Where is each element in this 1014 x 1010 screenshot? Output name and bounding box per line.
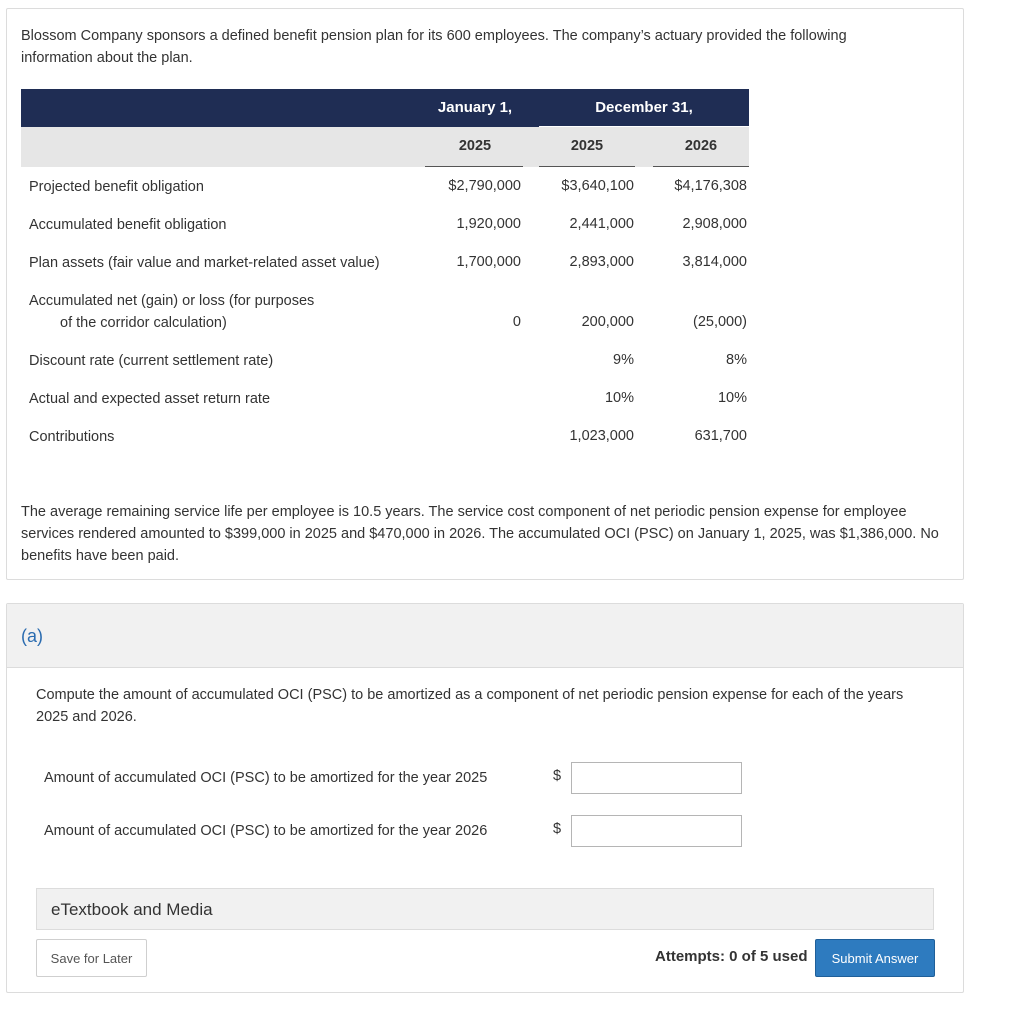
etextbook-media-label: eTextbook and Media [51,900,213,919]
question-text: Compute the amount of accumulated OCI (PSC) to be amortized as a component of net periodic pension expense for each of the years 2025 and 2026. [36,687,904,725]
cell-pbo-dec-2025: $3,640,100 [561,178,634,194]
answer-input-2026[interactable] [571,815,742,847]
intro-text: Blossom Company sponsors a defined benefit pension plan for its 600 employees. The company’s actuary provided the following information about the plan. [21,28,847,66]
cell-discount-dec-2026: 8% [726,352,747,368]
cell-contrib-dec-2026: 631,700 [694,428,747,444]
subheader-dec-2025: 2025 [570,138,604,154]
row-label-return-rate: Actual and expected asset return rate [29,391,271,407]
currency-symbol-2026: $ [553,821,562,837]
cell-abo-dec-2026: 2,908,000 [682,216,747,232]
subheader-underline-3 [653,166,749,167]
cell-return-dec-2025: 10% [604,390,634,406]
cell-assets-jan-2025: 1,700,000 [456,254,521,270]
header-january: January 1, [437,99,513,116]
cell-discount-dec-2025: 9% [613,352,634,368]
part-a-label: (a) [21,626,43,646]
problem-card [6,8,964,580]
answer-input-2025[interactable] [571,762,742,794]
table-header-row [21,89,749,127]
row-label-abo: Accumulated benefit obligation [29,217,227,233]
part-a-header [7,604,963,668]
cell-return-dec-2026: 10% [717,390,747,406]
subheader-dec-2026: 2026 [684,138,718,154]
row-label-net-gain-loss [29,290,314,334]
row-label-plan-assets: Plan assets (fair value and market-related asset value) [29,255,380,271]
answer-label-2026: Amount of accumulated OCI (PSC) to be amortized for the year 2026 [44,823,488,839]
cell-pbo-jan-2025: $2,790,000 [448,178,521,194]
cell-abo-dec-2025: 2,441,000 [569,216,634,232]
cell-gainloss-dec-2026: (25,000) [692,314,747,330]
cell-pbo-dec-2026: $4,176,308 [674,178,747,194]
etextbook-media-panel[interactable] [36,888,934,930]
row-label-discount-rate: Discount rate (current settlement rate) [29,353,274,369]
cell-gainloss-jan-2025: 0 [512,314,521,330]
cell-contrib-dec-2025: 1,023,000 [569,428,634,444]
outro-text: The average remaining service life per employee is 10.5 years. The service cost component of net periodic pension expense for employee services rendered amounted to $399,000 in 2025 and $470,000 in 2026. The accumulated OCI (PSC) on January 1, 2025, was $1,386,000. No benefits have been paid. [21,504,939,564]
cell-assets-dec-2026: 3,814,000 [682,254,747,270]
part-a-card [6,603,964,993]
row-label-contributions: Contributions [29,429,115,445]
submit-answer-button[interactable]: Submit Answer [815,939,935,977]
cell-assets-dec-2025: 2,893,000 [569,254,634,270]
currency-symbol-2025: $ [553,768,562,784]
subheader-underline-1 [425,166,523,167]
row-label-pbo: Projected benefit obligation [29,179,204,195]
subheader-underline-2 [539,166,635,167]
cell-gainloss-dec-2025: 200,000 [581,314,634,330]
header-december: December 31, [595,99,693,116]
row-label-net-gain-loss-line2: of the corridor calculation) [60,315,227,331]
attempts-counter: Attempts: 0 of 5 used [655,948,808,965]
save-for-later-button[interactable]: Save for Later [36,939,147,977]
answer-label-2025: Amount of accumulated OCI (PSC) to be amortized for the year 2025 [44,770,488,786]
cell-abo-jan-2025: 1,920,000 [456,216,521,232]
table-subheader-row [21,127,749,167]
subheader-jan-2025: 2025 [458,138,492,154]
row-label-net-gain-loss-line1: Accumulated net (gain) or loss (for purposes [29,293,315,309]
